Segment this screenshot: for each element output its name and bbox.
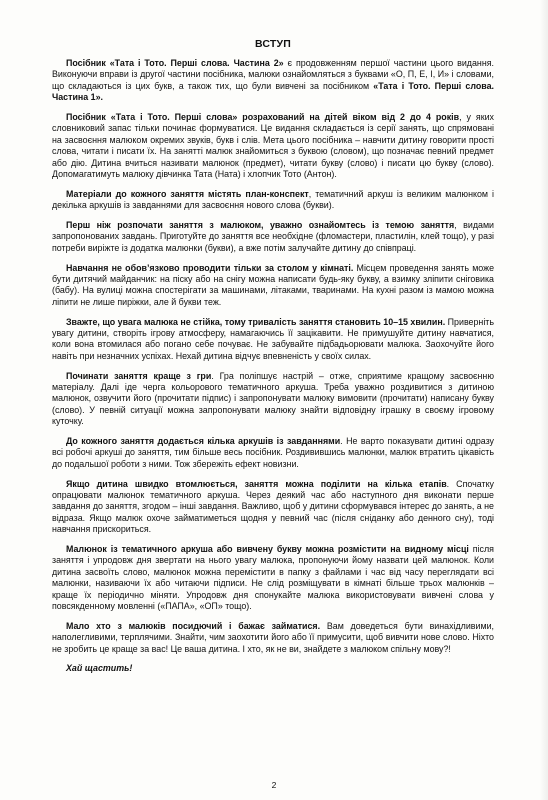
paragraph-7: [52, 371, 494, 428]
paragraph-9: [52, 479, 494, 536]
paragraph-1-text: є продовженням першої частини цього видання. Виконуючи вправи із другої частини посібника, малюки ознайомляться з буквами «О, П, Е, І, И» і словами, що складаються із цих букв, а також тих, що були вивчені за посібником: [52, 58, 494, 91]
paragraph-5-text: Місцем проведення занять може бути дитячий майданчик: на піску або на снігу можна написати будь-яку букву, а взимку зліпити сніговика (бабу). На вулиці можна спостерігати за машинами, літаками, тваринами. На кухні разом із мамою можна ліпити не лише пиріжки, але й букви теж.: [52, 262, 495, 307]
paragraph-2: [52, 112, 494, 181]
paragraph-2-text: , у яких словниковий запас тільки починає формуватися. Це видання складається із серії занять, що спрямовані на засвоєння малюком окремих звуків, букв і слів. Мета цього посібника – навчити дитину говорити прості слова, читати і писати їх. На занятті малюк знайомиться з буквою (словом), що позначає певний предмет або дію. Дитина вчиться називати малюнок (предмет), читати букву (слово) і писати цю букву (слово). Допомагатимуть малюку дівчинка Тата (Ната) і хлопчик Тото (Антон).: [52, 112, 494, 180]
paragraph-1: [52, 58, 494, 104]
paragraph-8-text: . Не варто показувати дитині одразу всі робочі аркуші до заняття, тим більше весь посібник. Роздивившись малюнки, малюк втратить цікавість до подальшої роботи з ними. Тож збережіть ефект новизни.: [52, 436, 494, 469]
paragraph-7-lead: Починати заняття краще з гри: [66, 370, 212, 381]
paragraph-2-lead: Посібник «Тата і Тото. Перші слова» розрахований на дітей віком від 2 до 4 років: [66, 112, 460, 122]
paragraph-6-lead: Зважте, що увага малюка не стійка, тому тривалість заняття становить 10–15 хвилин.: [66, 316, 446, 327]
page-title: ВСТУП: [255, 38, 291, 50]
paragraph-4-lead: Перш ніж розпочати заняття з малюком, уважно ознайомтесь із темою заняття: [66, 220, 455, 230]
paragraph-1-lead: Посібник «Тата і Тото. Перші слова. Частина 2»: [66, 58, 284, 68]
paragraph-5-lead: Навчання не обов’язково проводити тільки за столом у кімнаті.: [66, 262, 354, 273]
paragraph-1-lead2: «Тата і Тото. Перші слова. Частина 1».: [52, 80, 495, 103]
paragraph-11-text: Вам доведеться бути винахідливими, наполегливими, терплячими. Знайти, чим заохотити його або її примусити, щоб вивчити нове слово. Ніхто не зробить це краще за вас! Це ваша дитина. І хто, як не ви, знайдете з малюком спільну мову?!: [52, 620, 495, 654]
paragraph-11-lead: Мало хто з малюків посидючий і бажає займатися.: [66, 620, 321, 631]
paragraph-8-lead: До кожного заняття додається кілька аркушів із завданнями: [66, 436, 341, 446]
paragraph-10-text: після заняття і упродовж дня звертати на нього увагу малюка, пропонуючи йому назвати цей малюнок. Коли дитина засвоїть слово, малюнок можна перемістити в папку з файлами і час від часу переглядати всі малюнки, називаючи їх або читаючи підписи. Не слід розміщувати в кімнаті більше трьох малюнків – краще їх періодично міняти. Упродовж дня спонукайте малюка використовувати вивчені слова у повсякденному мовленні («ПАПА», «ОП» тощо).: [52, 544, 494, 612]
paragraph-4: [52, 220, 494, 254]
page-edge-shadow: [540, 0, 548, 800]
paragraph-3-text: , тематичний аркуш із великим малюнком і декілька аркушів із завданнями для засвоєння нового слова (букви).: [52, 188, 494, 211]
paragraph-8: [52, 436, 494, 470]
paragraph-10: [52, 544, 494, 613]
paragraph-5: [52, 263, 494, 309]
paragraph-9-text: . Спочатку опрацювати малюнок тематичного аркуша. Через деякий час або наступного дня виконати перше завдання до заняття, згодом – інші завдання. Важливо, щоб у дитини сформувався інтерес до занять, а не відраза. Якщо малюк охоче займатиметься щодня у певний час (після сніданку або денного сну), тоді навчання прискориться.: [52, 478, 494, 535]
paragraph-7-text: . Гра поліпшує настрій – отже, сприятиме кращому засвоєнню матеріалу. Далі іде черга кольорового тематичного аркуша. Треба уважно роздивитися з дитиною малюнок, озвучити його (прочитати підпис) і запропонувати малюку вимовити (прочитати) написану букву (слово). У певній ситуації можна запропонувати малюку знайти відповідну іграшку в своєму ігровому куточку.: [52, 370, 494, 427]
paragraph-6-text: Приверніть увагу дитини, створіть ігрову атмосферу, намагаючись її зацікавити. Не примушуйте дитину навчатися, коли вона втомилася або погано себе почуває. Не забувайте підбадьорювати малюка. Заохочуйте його навіть при незначних успіхах. Нехай дитина відчує впевненість у своїх силах.: [52, 316, 494, 361]
paragraph-6: [52, 317, 494, 363]
paragraph-11: [52, 621, 494, 655]
closing-wish: Хай щастить!: [66, 663, 133, 674]
paragraph-4-text: , видами запропонованих завдань. Приготуйте до заняття все необхідне (фломастери, пластилін, клей тощо), у разі потреби виріжте із додатка малюнки (букви), а вже потім залучайте дитину до співпраці.: [52, 220, 495, 253]
paragraph-3: [52, 189, 494, 212]
page-number: 2: [271, 780, 277, 790]
paragraph-3-lead: Матеріали до кожного заняття містять план-конспект: [66, 188, 309, 199]
paragraph-9-lead: Якщо дитина швидко втомлюється, заняття можна поділити на кілька етапів: [66, 478, 447, 489]
paragraph-10-lead: Малюнок із тематичного аркуша або вивчену букву можна розмістити на видному місці: [66, 544, 469, 554]
